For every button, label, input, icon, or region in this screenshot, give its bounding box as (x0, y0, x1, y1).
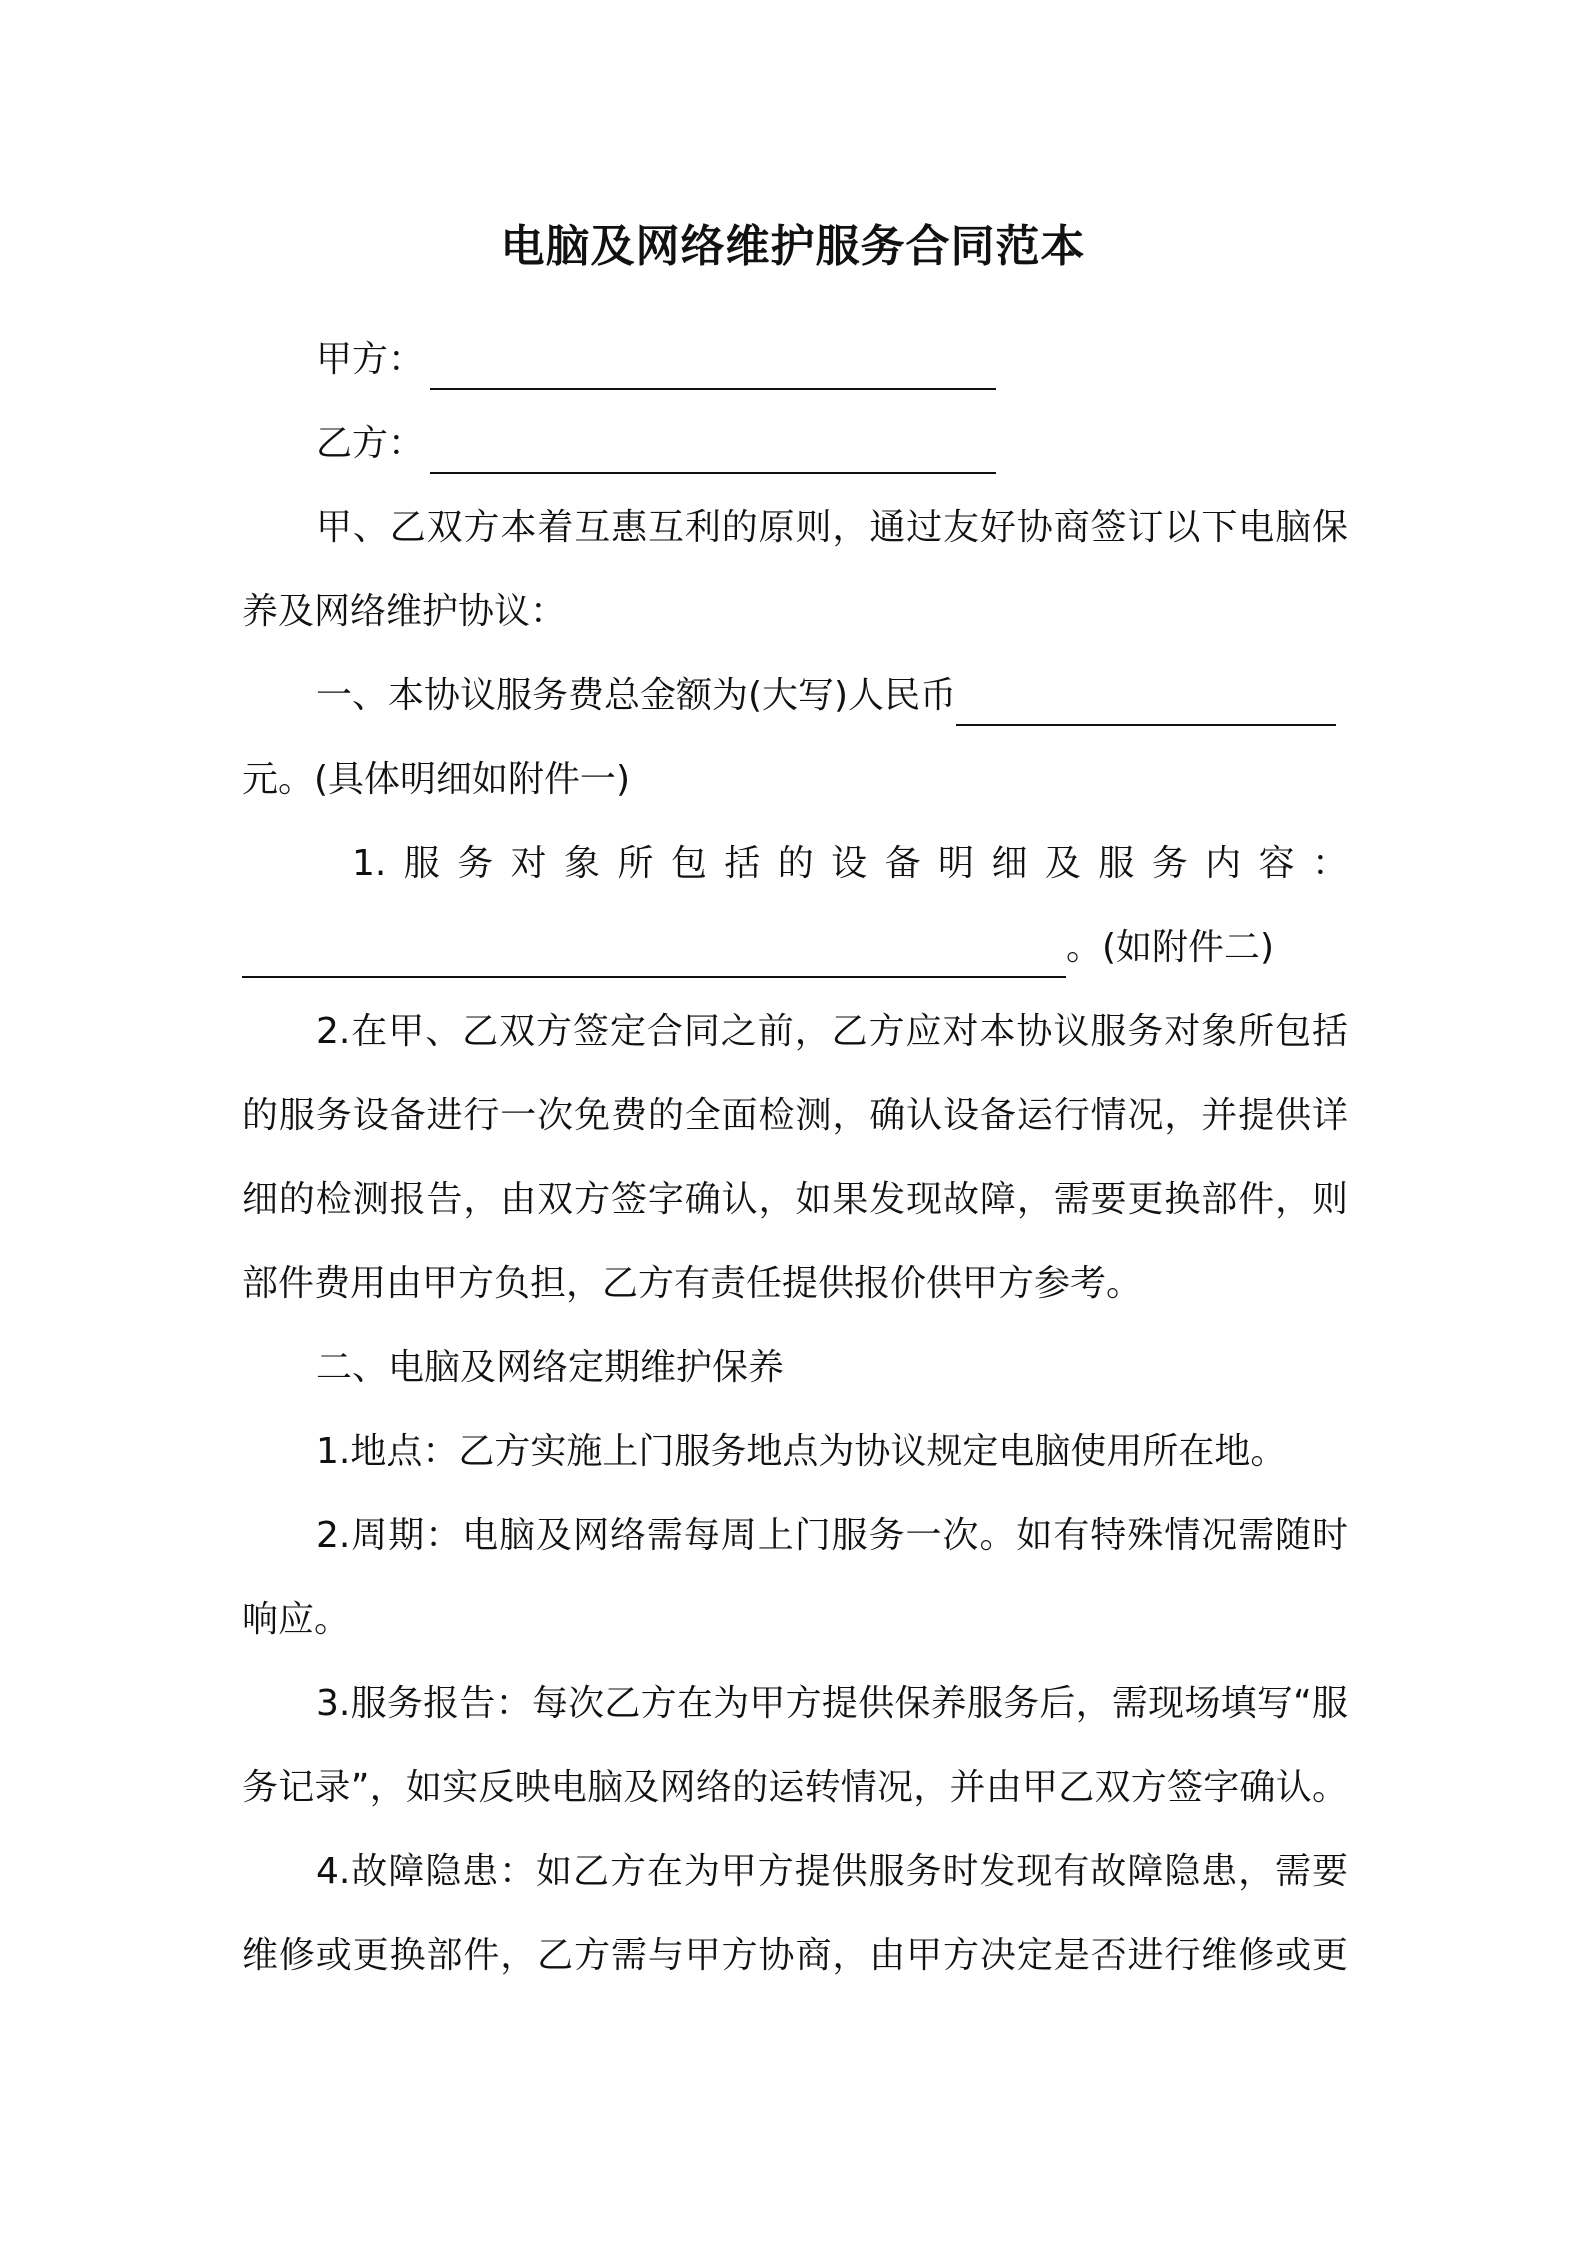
party-a-line (242, 330, 1348, 390)
section2-item3-line-2: 务记录”，如实反映电脑及网络的运转情况，并由甲乙双方签字确认。 (242, 1767, 1348, 1808)
amount-blank (956, 686, 1336, 726)
section1-line-2: 元。(具体明细如附件一) (242, 759, 631, 800)
document-title: 电脑及网络维护服务合同范本 (500, 221, 1086, 272)
section2-heading: 二、电脑及网络定期维护保养 (316, 1347, 785, 1388)
section2-item2-line-2: 响应。 (242, 1599, 351, 1640)
party-a-blank (430, 350, 996, 390)
section1-item1-line-2 (242, 918, 1348, 978)
intro-line-1: 甲、乙双方本着互惠互利的原则，通过友好协商签订以下电脑保 (316, 507, 1348, 548)
intro-line-2: 养及网络维护协议： (242, 591, 567, 632)
section1-line-1 (242, 666, 1348, 726)
section2-item4-line-1: 4.故障隐患：如乙方在为甲方提供服务时发现有故障隐患，需要 (316, 1851, 1348, 1892)
items-blank (242, 938, 1066, 978)
party-a-label: 甲方： (316, 339, 425, 380)
section1-item1-suffix: 。(如附件二) (1066, 927, 1275, 968)
section2-item2-line-1: 2.周期：电脑及网络需每周上门服务一次。如有特殊情况需随时 (316, 1515, 1348, 1556)
section1-item2-line-3: 细的检测报告，由双方签字确认，如果发现故障，需要更换部件，则 (242, 1179, 1348, 1220)
party-b-line (242, 414, 1348, 474)
section2-item4-line-2: 维修或更换部件，乙方需与甲方协商，由甲方决定是否进行维修或更 (242, 1935, 1348, 1976)
section1-item1-line-1: 1.服务对象所包括的设备明细及服务内容： (352, 843, 1348, 884)
section1-item2-line-4: 部件费用由甲方负担，乙方有责任提供报价供甲方参考。 (242, 1263, 1143, 1304)
party-b-blank (430, 434, 996, 474)
section1-amount-label: 一、本协议服务费总金额为(大写)人民币 (316, 675, 957, 716)
section2-item1: 1.地点：乙方实施上门服务地点为协议规定电脑使用所在地。 (316, 1431, 1287, 1472)
section1-item2-line-2: 的服务设备进行一次免费的全面检测，确认设备运行情况，并提供详 (242, 1095, 1348, 1136)
section1-item2-line-1: 2.在甲、乙双方签定合同之前，乙方应对本协议服务对象所包括 (316, 1011, 1348, 1052)
party-b-label: 乙方： (316, 423, 425, 464)
section2-item3-line-1: 3.服务报告：每次乙方在为甲方提供保养服务后，需现场填写“服 (316, 1683, 1348, 1724)
